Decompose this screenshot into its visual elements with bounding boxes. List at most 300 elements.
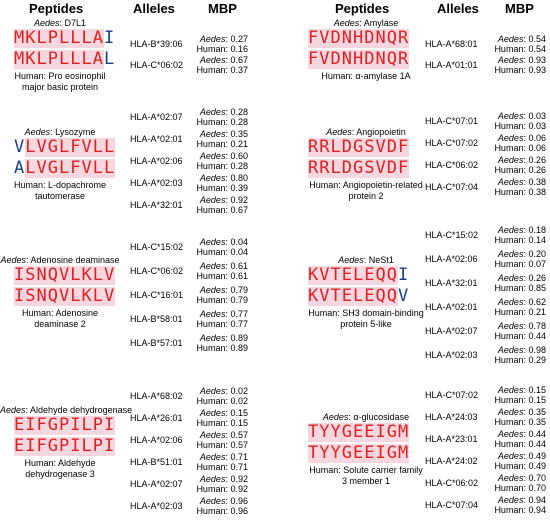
mbp-human-label: Human (196, 318, 226, 329)
mbp-aedes-value: 0.15 (528, 385, 546, 395)
mbp-human-line: Human: 0.15 (494, 394, 546, 405)
mbp-aedes-label: Aedes (497, 429, 524, 439)
residue: R (319, 158, 331, 178)
mbp-human-label: Human (196, 439, 226, 450)
mbp-aedes-label: Aedes (199, 129, 226, 139)
mbp-human-line: Human: 0.39 (196, 182, 248, 193)
residue: I (70, 415, 82, 435)
human-species-label: Human (321, 71, 351, 81)
aedes-peptide-sequence (14, 138, 115, 157)
mbp-human-value: 0.15 (528, 394, 546, 405)
aedes-peptide-sequence (14, 29, 115, 48)
residue: Q (375, 286, 387, 306)
mbp-human-label: Human (494, 394, 524, 405)
mbp-aedes-line: Aedes: 0.26 (497, 273, 546, 283)
residue: L (353, 286, 365, 306)
residue: E (14, 415, 26, 435)
aedes-protein-name: Lysozyme (55, 127, 96, 137)
mbp-header-right: MBP (505, 1, 534, 16)
residue: L (104, 137, 116, 157)
human-protein-label: Human: Pro eosinophil major basic protein (14, 71, 106, 92)
allele-name: HLA-A*68:02 (130, 391, 183, 401)
mbp-aedes-line: Aedes: 0.38 (497, 177, 546, 187)
peptides-header-right: Peptides (335, 1, 390, 16)
aedes-protein-label: Aedes: Adenosine deaminase (0, 255, 120, 265)
mbp-aedes-label: Aedes (199, 261, 226, 271)
mbp-human-line: Human: 0.89 (196, 342, 248, 353)
residue: G (341, 443, 353, 463)
mbp-human-value: 0.26 (528, 164, 546, 175)
residue: L (81, 415, 93, 435)
aedes-species-label: Aedes (322, 412, 349, 422)
mbp-values (494, 386, 546, 405)
allele-name: HLA-A*02:01 (425, 302, 478, 312)
aedes-protein-name: Angiopoietin (356, 127, 406, 137)
mbp-aedes-label: Aedes (497, 249, 524, 259)
allele-name: HLA-A*02:03 (130, 178, 183, 188)
mbp-aedes-line: Aedes: 0.27 (199, 34, 248, 44)
mbp-values (494, 134, 546, 153)
mbp-values (196, 409, 248, 428)
residue: Q (47, 286, 59, 306)
mbp-aedes-value: 0.49 (528, 451, 546, 461)
aedes-species-label: Aedes (326, 127, 352, 137)
residue: E (341, 286, 353, 306)
mbp-human-label: Human (494, 330, 524, 341)
residue: E (341, 265, 353, 285)
mbp-human-value: 0.79 (230, 294, 248, 305)
human-protein-name: Angiopoietin-related protein 2 (342, 180, 423, 201)
residue: S (25, 286, 37, 306)
mbp-aedes-line: Aedes: 0.44 (497, 429, 546, 439)
mbp-aedes-label: Aedes (497, 225, 524, 235)
residue: E (14, 436, 26, 456)
mbp-aedes-value: 0.38 (528, 177, 546, 187)
mbp-values (494, 452, 546, 471)
allele-name: HLA-A*02:03 (425, 350, 478, 360)
mbp-human-line: Human: 0.44 (494, 330, 546, 341)
mbp-aedes-line: Aedes: 0.28 (199, 107, 248, 117)
mbp-human-label: Human (196, 160, 226, 171)
mbp-aedes-value: 0.27 (230, 34, 248, 44)
residue: L (70, 49, 82, 69)
mbp-human-label: Human (196, 138, 226, 149)
mbp-aedes-label: Aedes (497, 177, 524, 187)
residue: I (104, 436, 116, 456)
residue: L (92, 158, 104, 178)
residue: G (386, 422, 398, 442)
mbp-values (494, 346, 546, 365)
residue: M (14, 49, 26, 69)
mbp-human-label: Human (494, 482, 524, 493)
residue: M (14, 28, 26, 48)
mbp-aedes-line: Aedes: 0.77 (199, 309, 248, 319)
allele-name: HLA-B*39:06 (130, 39, 183, 49)
mbp-values (494, 156, 546, 175)
mbp-human-value: 0.61 (230, 270, 248, 281)
residue: I (375, 443, 387, 463)
allele-name: HLA-A*32:01 (130, 200, 183, 210)
residue: H (353, 49, 365, 69)
mbp-values (494, 474, 546, 493)
mbp-aedes-line: Aedes: 0.89 (199, 333, 248, 343)
mbp-human-value: 0.04 (230, 246, 248, 257)
residue: H (353, 28, 365, 48)
mbp-header-left: MBP (208, 1, 237, 16)
mbp-values (196, 387, 248, 406)
mbp-aedes-label: Aedes (199, 452, 226, 462)
mbp-aedes-label: Aedes (199, 474, 226, 484)
residue: F (398, 137, 410, 157)
mbp-human-value: 0.85 (528, 282, 546, 293)
residue: S (364, 137, 376, 157)
aedes-species-label: Aedes (0, 405, 26, 415)
residue: V (319, 28, 331, 48)
human-protein-name: Solute carrier family 3 member 1 (341, 465, 423, 486)
residue: L (70, 286, 82, 306)
residue: M (398, 422, 410, 442)
mbp-values (494, 408, 546, 427)
aedes-protein-name: D7L1 (64, 18, 87, 28)
residue: E (364, 443, 376, 463)
residue: L (25, 137, 37, 157)
aedes-protein-name: α-glucosidase (353, 412, 410, 422)
residue: L (81, 436, 93, 456)
residue: D (330, 49, 342, 69)
mbp-aedes-label: Aedes (199, 237, 226, 247)
residue: Q (386, 265, 398, 285)
mbp-aedes-line: Aedes: 0.98 (497, 345, 546, 355)
residue: E (364, 265, 376, 285)
mbp-human-label: Human (494, 504, 524, 515)
mbp-values (494, 322, 546, 341)
residue: I (104, 28, 116, 48)
mbp-aedes-value: 0.93 (528, 55, 546, 65)
residue: Y (319, 422, 331, 442)
residue: R (308, 158, 320, 178)
residue: N (375, 28, 387, 48)
human-peptide-sequence (14, 159, 115, 178)
mbp-aedes-line: Aedes: 0.94 (497, 495, 546, 505)
mbp-aedes-label: Aedes (199, 34, 226, 44)
allele-name: HLA-B*51:01 (130, 457, 183, 467)
residue: F (308, 49, 320, 69)
human-peptide-sequence (308, 159, 409, 178)
mbp-values (494, 226, 546, 245)
residue: E (364, 422, 376, 442)
mbp-human-value: 0.44 (528, 330, 546, 341)
residue: Q (386, 28, 398, 48)
mbp-human-line: Human: 0.70 (494, 482, 546, 493)
mbp-values (196, 174, 248, 193)
residue: G (353, 137, 365, 157)
residue: Q (386, 49, 398, 69)
mbp-aedes-label: Aedes (497, 133, 524, 143)
residue: G (341, 422, 353, 442)
allele-name: HLA-A*68:01 (425, 39, 478, 49)
human-protein-name: Pro eosinophil major basic protein (21, 71, 106, 92)
mbp-aedes-value: 0.80 (230, 173, 248, 183)
mbp-aedes-line: Aedes: 0.92 (199, 474, 248, 484)
mbp-human-line: Human: 0.14 (494, 234, 546, 245)
residue: I (25, 436, 37, 456)
allele-name: HLA-A*02:01 (130, 134, 183, 144)
residue: Q (47, 265, 59, 285)
human-peptide-sequence (308, 444, 409, 463)
residue: L (59, 158, 71, 178)
mbp-values (196, 310, 248, 329)
mbp-values (494, 250, 546, 269)
mbp-aedes-label: Aedes (199, 195, 226, 205)
allele-name: HLA-C*15:02 (130, 242, 184, 252)
aedes-protein-name: Aldehyde dehydrogenase (30, 405, 133, 415)
mbp-human-value: 0.93 (528, 64, 546, 75)
mbp-aedes-value: 0.78 (528, 321, 546, 331)
mbp-aedes-value: 0.61 (230, 261, 248, 271)
mbp-aedes-value: 0.89 (230, 333, 248, 343)
allele-name: HLA-C*06:02 (425, 478, 479, 488)
mbp-human-value: 0.44 (528, 438, 546, 449)
allele-name: HLA-B*58:01 (130, 314, 183, 324)
mbp-aedes-value: 0.98 (528, 345, 546, 355)
mbp-human-label: Human (196, 43, 226, 54)
residue: L (36, 49, 48, 69)
residue: K (308, 265, 320, 285)
residue: M (398, 443, 410, 463)
mbp-human-value: 0.14 (528, 234, 546, 245)
residue: Y (330, 443, 342, 463)
mbp-aedes-label: Aedes (497, 55, 524, 65)
mbp-values (196, 475, 248, 494)
mbp-aedes-line: Aedes: 0.78 (497, 321, 546, 331)
alleles-header-left: Alleles (133, 1, 175, 16)
aedes-protein-label: Aedes: D7L1 (33, 18, 87, 28)
residue: V (104, 265, 116, 285)
human-protein-label: Human: SH3 domain-binding protein 5-like (308, 308, 424, 329)
residue: G (47, 415, 59, 435)
residue: K (81, 286, 93, 306)
mbp-values (196, 262, 248, 281)
residue: I (398, 265, 410, 285)
mbp-values (494, 56, 546, 75)
mbp-aedes-line: Aedes: 0.18 (497, 225, 546, 235)
aedes-protein-label: Aedes: NeSt1 (338, 255, 394, 265)
mbp-aedes-label: Aedes (199, 386, 226, 396)
residue: D (364, 49, 376, 69)
mbp-values (494, 274, 546, 293)
mbp-aedes-value: 0.70 (528, 473, 546, 483)
residue: P (59, 415, 71, 435)
mbp-aedes-label: Aedes (199, 151, 226, 161)
mbp-values (196, 130, 248, 149)
aedes-protein-name: NeSt1 (368, 255, 394, 265)
residue: T (308, 422, 320, 442)
residue: V (319, 286, 331, 306)
mbp-aedes-label: Aedes (497, 321, 524, 331)
aedes-peptide-sequence (308, 29, 409, 48)
residue: E (353, 422, 365, 442)
mbp-aedes-label: Aedes (497, 155, 524, 165)
mbp-human-line: Human: 0.29 (494, 354, 546, 365)
residue: D (364, 28, 376, 48)
residue: V (375, 137, 387, 157)
mbp-values (494, 178, 546, 197)
mbp-aedes-line: Aedes: 0.04 (199, 237, 248, 247)
human-protein-label: Human: Angiopoietin-related protein 2 (309, 180, 423, 201)
mbp-aedes-line: Aedes: 0.35 (497, 407, 546, 417)
aedes-peptide-sequence (308, 266, 409, 285)
residue: V (14, 137, 26, 157)
mbp-aedes-value: 0.71 (230, 452, 248, 462)
residue: K (308, 286, 320, 306)
residue: L (353, 265, 365, 285)
residue: F (70, 158, 82, 178)
mbp-values (196, 56, 248, 75)
residue: V (319, 49, 331, 69)
mbp-human-value: 0.49 (528, 460, 546, 471)
mbp-human-value: 0.28 (230, 116, 248, 127)
residue: V (36, 137, 48, 157)
human-protein-label: Human: Adenosine deaminase 2 (21, 308, 99, 329)
mbp-aedes-value: 0.18 (528, 225, 546, 235)
residue: S (25, 265, 37, 285)
aedes-species-label: Aedes (338, 255, 364, 265)
residue: A (92, 49, 104, 69)
mbp-aedes-value: 0.35 (230, 129, 248, 139)
residue: V (81, 158, 93, 178)
mbp-human-label: Human (494, 64, 524, 75)
mbp-human-label: Human (196, 270, 226, 281)
residue: V (104, 286, 116, 306)
mbp-human-label: Human (494, 416, 524, 427)
mbp-human-value: 0.92 (230, 483, 248, 494)
mbp-aedes-line: Aedes: 0.61 (199, 261, 248, 271)
mbp-human-value: 0.89 (230, 342, 248, 353)
aedes-peptide-sequence (14, 266, 115, 285)
residue: V (398, 286, 410, 306)
mbp-aedes-label: Aedes (199, 285, 226, 295)
residue: D (386, 137, 398, 157)
aedes-protein-label: Aedes: Amylase (333, 18, 399, 28)
mbp-aedes-value: 0.67 (230, 55, 248, 65)
mbp-aedes-line: Aedes: 0.06 (497, 133, 546, 143)
residue: L (330, 158, 342, 178)
mbp-aedes-value: 0.04 (230, 237, 248, 247)
residue: N (375, 49, 387, 69)
peptides-header-left: Peptides (29, 1, 84, 16)
mbp-human-value: 0.03 (528, 120, 546, 131)
residue: I (104, 415, 116, 435)
mbp-aedes-label: Aedes (199, 408, 226, 418)
allele-name: HLA-A*02:06 (130, 435, 183, 445)
mbp-aedes-value: 0.92 (230, 474, 248, 484)
mbp-values (196, 35, 248, 54)
mbp-human-value: 0.28 (230, 160, 248, 171)
mbp-values (494, 496, 546, 515)
mbp-aedes-value: 0.15 (230, 408, 248, 418)
residue: F (398, 158, 410, 178)
mbp-human-label: Human (494, 460, 524, 471)
mbp-human-label: Human (196, 64, 226, 75)
human-peptide-sequence (308, 50, 409, 69)
mbp-values (494, 112, 546, 131)
mbp-aedes-label: Aedes (497, 473, 524, 483)
residue: K (81, 265, 93, 285)
mbp-human-label: Human (494, 43, 524, 54)
mbp-human-value: 0.96 (230, 505, 248, 516)
mbp-values (196, 334, 248, 353)
residue: I (14, 265, 26, 285)
mbp-human-line: Human: 0.28 (196, 160, 248, 171)
mbp-aedes-value: 0.77 (230, 309, 248, 319)
residue: N (36, 265, 48, 285)
mbp-aedes-line: Aedes: 0.20 (497, 249, 546, 259)
mbp-aedes-value: 0.20 (528, 249, 546, 259)
human-species-label: Human (24, 458, 54, 468)
residue: N (36, 286, 48, 306)
residue: F (36, 436, 48, 456)
human-peptide-sequence (14, 437, 115, 456)
mbp-aedes-label: Aedes (199, 496, 226, 506)
mbp-human-line: Human: 0.96 (196, 505, 248, 516)
residue: V (319, 265, 331, 285)
mbp-human-value: 0.57 (230, 439, 248, 450)
mbp-aedes-line: Aedes: 0.35 (199, 129, 248, 139)
mbp-human-label: Human (494, 354, 524, 365)
residue: E (353, 443, 365, 463)
allele-name: HLA-C*15:02 (425, 230, 479, 240)
mbp-human-value: 0.21 (528, 306, 546, 317)
mbp-aedes-value: 0.57 (230, 430, 248, 440)
mbp-aedes-value: 0.28 (230, 107, 248, 117)
residue: L (104, 49, 116, 69)
mbp-human-line: Human: 0.06 (494, 142, 546, 153)
mbp-human-value: 0.15 (230, 417, 248, 428)
mbp-aedes-line: Aedes: 0.92 (199, 195, 248, 205)
residue: L (70, 265, 82, 285)
mbp-values (196, 238, 248, 257)
allele-name: HLA-A*02:06 (425, 254, 478, 264)
residue: P (47, 49, 59, 69)
aedes-protein-label: Aedes: α-glucosidase (322, 412, 410, 422)
residue: G (47, 158, 59, 178)
residue: V (36, 158, 48, 178)
mbp-human-line: Human: 0.54 (494, 43, 546, 54)
human-species-label: Human (13, 180, 43, 190)
mbp-aedes-line: Aedes: 0.67 (199, 55, 248, 65)
human-protein-label: Human: Aldehyde dehydrogenase 3 (24, 458, 96, 479)
residue: L (36, 28, 48, 48)
residue: N (341, 28, 353, 48)
mbp-human-label: Human (196, 294, 226, 305)
residue: L (59, 49, 71, 69)
mbp-human-label: Human (494, 120, 524, 131)
mbp-aedes-line: Aedes: 0.96 (199, 496, 248, 506)
mbp-human-line: Human: 0.21 (196, 138, 248, 149)
mbp-human-label: Human (196, 505, 226, 516)
residue: L (25, 158, 37, 178)
mbp-values (196, 152, 248, 171)
residue: V (81, 137, 93, 157)
mbp-human-line: Human: 0.44 (494, 438, 546, 449)
aedes-species-label: Aedes (0, 255, 26, 265)
residue: F (36, 415, 48, 435)
mbp-human-line: Human: 0.16 (196, 43, 248, 54)
mbp-human-line: Human: 0.03 (494, 120, 546, 131)
mbp-aedes-label: Aedes (497, 273, 524, 283)
aedes-peptide-sequence (14, 416, 115, 435)
mbp-human-line: Human: 0.02 (196, 395, 248, 406)
